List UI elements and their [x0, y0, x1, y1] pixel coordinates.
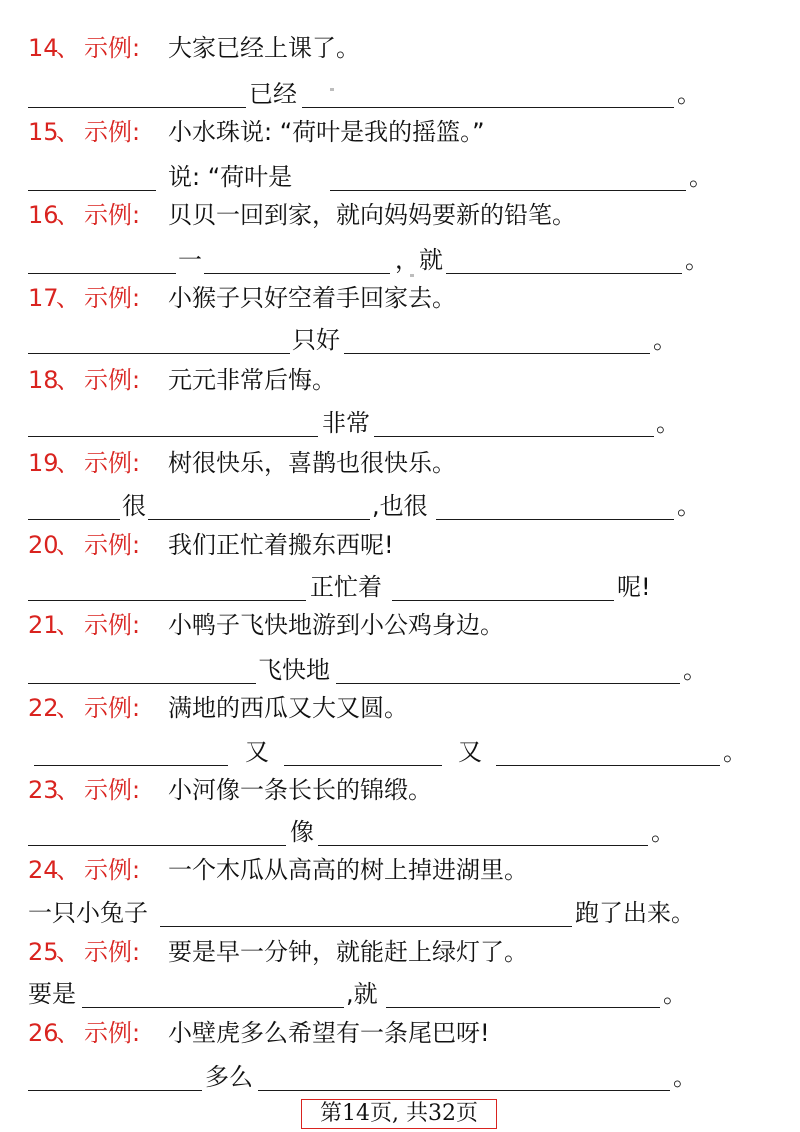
example-label: 示例: [84, 449, 141, 477]
fill-text: 一只小兔子 [28, 899, 148, 927]
example-sentence: 小猴子只好空着手回家去。 [168, 284, 456, 312]
exercise-15 [0, 157, 800, 197]
example-label: 示例: [84, 118, 141, 146]
fill-text: 像 [290, 818, 314, 846]
item-separator: 、 [56, 449, 80, 477]
item-separator: 、 [56, 118, 80, 146]
item-separator: 、 [56, 776, 80, 804]
fill-text: 。 [673, 1063, 697, 1091]
item-number: 26 [28, 1019, 59, 1047]
item-number: 15 [28, 118, 59, 146]
fill-text: 已经 [249, 80, 297, 108]
exercise-19 [0, 486, 800, 526]
answer-blank[interactable] [28, 845, 286, 846]
exercise-23 [0, 812, 800, 852]
item-number: 18 [28, 366, 59, 394]
example-sentence: 小鸭子飞快地游到小公鸡身边。 [168, 611, 504, 639]
item-separator: 、 [56, 34, 80, 62]
fill-text: 飞快地 [258, 656, 330, 684]
fill-text: 。 [685, 246, 709, 274]
answer-blank[interactable] [204, 273, 390, 274]
item-separator: 、 [56, 694, 80, 722]
fill-text: 。 [663, 980, 687, 1008]
answer-blank[interactable] [28, 1090, 202, 1091]
fill-text: 说: “荷叶是 [168, 163, 293, 191]
fill-text: 。 [656, 409, 680, 437]
example-21 [0, 605, 800, 645]
answer-blank[interactable] [318, 845, 648, 846]
answer-blank[interactable] [28, 683, 256, 684]
answer-blank[interactable] [336, 683, 680, 684]
example-sentence: 小水珠说: “荷叶是我的摇篮。” [168, 118, 485, 146]
example-sentence: 树很快乐，喜鹊也很快乐。 [168, 449, 456, 477]
fill-text: 多么 [205, 1063, 253, 1091]
answer-blank[interactable] [446, 273, 682, 274]
answer-blank[interactable] [386, 1007, 660, 1008]
answer-blank[interactable] [28, 107, 246, 108]
example-label: 示例: [84, 776, 141, 804]
exercise-21 [0, 650, 800, 690]
example-sentence: 小壁虎多么希望有一条尾巴呀! [168, 1019, 490, 1047]
answer-blank[interactable] [160, 926, 572, 927]
item-separator: 、 [56, 856, 80, 884]
fill-text: 。 [723, 738, 747, 766]
example-sentence: 元元非常后悔。 [168, 366, 336, 394]
example-17 [0, 278, 800, 318]
example-label: 示例: [84, 34, 141, 62]
example-22 [0, 688, 800, 728]
item-separator: 、 [56, 201, 80, 229]
scan-mark [410, 274, 414, 277]
item-number: 24 [28, 856, 59, 884]
example-24 [0, 850, 800, 890]
example-18 [0, 360, 800, 400]
example-label: 示例: [84, 284, 141, 312]
example-label: 示例: [84, 201, 141, 229]
item-number: 16 [28, 201, 59, 229]
fill-text: 非常 [322, 409, 370, 437]
example-sentence: 小河像一条长长的锦缎。 [168, 776, 432, 804]
fill-text: 要是 [28, 980, 76, 1008]
answer-blank[interactable] [258, 1090, 670, 1091]
answer-blank[interactable] [28, 436, 318, 437]
answer-blank[interactable] [344, 353, 650, 354]
fill-text: 。 [677, 80, 701, 108]
example-sentence: 我们正忙着搬东西呢! [168, 531, 394, 559]
answer-blank[interactable] [28, 353, 290, 354]
fill-text: ,就 [346, 980, 378, 1008]
answer-blank[interactable] [28, 519, 120, 520]
item-number: 20 [28, 531, 59, 559]
answer-blank[interactable] [28, 273, 176, 274]
fill-text: 。 [651, 818, 675, 846]
item-separator: 、 [56, 938, 80, 966]
example-23 [0, 770, 800, 810]
example-sentence: 一个木瓜从高高的树上掉进湖里。 [168, 856, 528, 884]
fill-text: 正忙着 [310, 573, 382, 601]
fill-text: ,也很 [372, 492, 428, 520]
example-label: 示例: [84, 366, 141, 394]
example-label: 示例: [84, 1019, 141, 1047]
exercise-18 [0, 403, 800, 443]
item-separator: 、 [56, 284, 80, 312]
exercise-17 [0, 320, 800, 360]
exercise-25 [0, 974, 800, 1014]
example-sentence: 要是早一分钟，就能赶上绿灯了。 [168, 938, 528, 966]
fill-text: 。 [683, 656, 707, 684]
item-separator: 、 [56, 1019, 80, 1047]
fill-text: 。 [689, 163, 713, 191]
fill-text: 又 [245, 738, 269, 766]
fill-text: ，就 [395, 246, 443, 274]
answer-blank[interactable] [374, 436, 654, 437]
example-label: 示例: [84, 531, 141, 559]
answer-blank[interactable] [302, 107, 674, 108]
answer-blank[interactable] [148, 519, 370, 520]
item-number: 19 [28, 449, 59, 477]
example-19 [0, 443, 800, 483]
fill-text: 跑了出来。 [575, 899, 695, 927]
answer-blank[interactable] [496, 765, 720, 766]
example-16 [0, 195, 800, 235]
page-footer: 第14页, 共32页 [301, 1099, 497, 1129]
answer-blank[interactable] [330, 190, 686, 191]
example-14 [0, 28, 800, 68]
exercise-20 [0, 567, 800, 607]
item-number: 21 [28, 611, 59, 639]
fill-text: 只好 [292, 326, 340, 354]
item-number: 17 [28, 284, 59, 312]
exercise-16 [0, 240, 800, 280]
fill-text: 又 [458, 738, 482, 766]
fill-text: 。 [677, 492, 701, 520]
item-separator: 、 [56, 366, 80, 394]
item-number: 23 [28, 776, 59, 804]
example-sentence: 贝贝一回到家，就向妈妈要新的铅笔。 [168, 201, 576, 229]
item-number: 14 [28, 34, 59, 62]
answer-blank[interactable] [34, 765, 228, 766]
example-label: 示例: [84, 856, 141, 884]
example-25 [0, 932, 800, 972]
item-number: 22 [28, 694, 59, 722]
answer-blank[interactable] [28, 190, 156, 191]
exercise-24 [0, 893, 800, 933]
exercise-26 [0, 1057, 800, 1097]
example-label: 示例: [84, 938, 141, 966]
item-separator: 、 [56, 611, 80, 639]
example-20 [0, 525, 800, 565]
fill-text: 一 [178, 246, 202, 274]
exercise-22 [0, 732, 800, 772]
fill-text: 呢! [617, 573, 651, 601]
fill-text: 。 [653, 326, 677, 354]
answer-blank[interactable] [82, 1007, 344, 1008]
answer-blank[interactable] [392, 600, 614, 601]
example-15 [0, 112, 800, 152]
example-sentence: 满地的西瓜又大又圆。 [168, 694, 408, 722]
exercise-14 [0, 74, 800, 114]
answer-blank[interactable] [436, 519, 674, 520]
scan-mark [330, 88, 334, 91]
example-sentence: 大家已经上课了。 [168, 34, 360, 62]
example-label: 示例: [84, 611, 141, 639]
example-label: 示例: [84, 694, 141, 722]
answer-blank[interactable] [28, 600, 306, 601]
answer-blank[interactable] [284, 765, 442, 766]
fill-text: 很 [122, 492, 146, 520]
item-separator: 、 [56, 531, 80, 559]
item-number: 25 [28, 938, 59, 966]
example-26 [0, 1013, 800, 1053]
